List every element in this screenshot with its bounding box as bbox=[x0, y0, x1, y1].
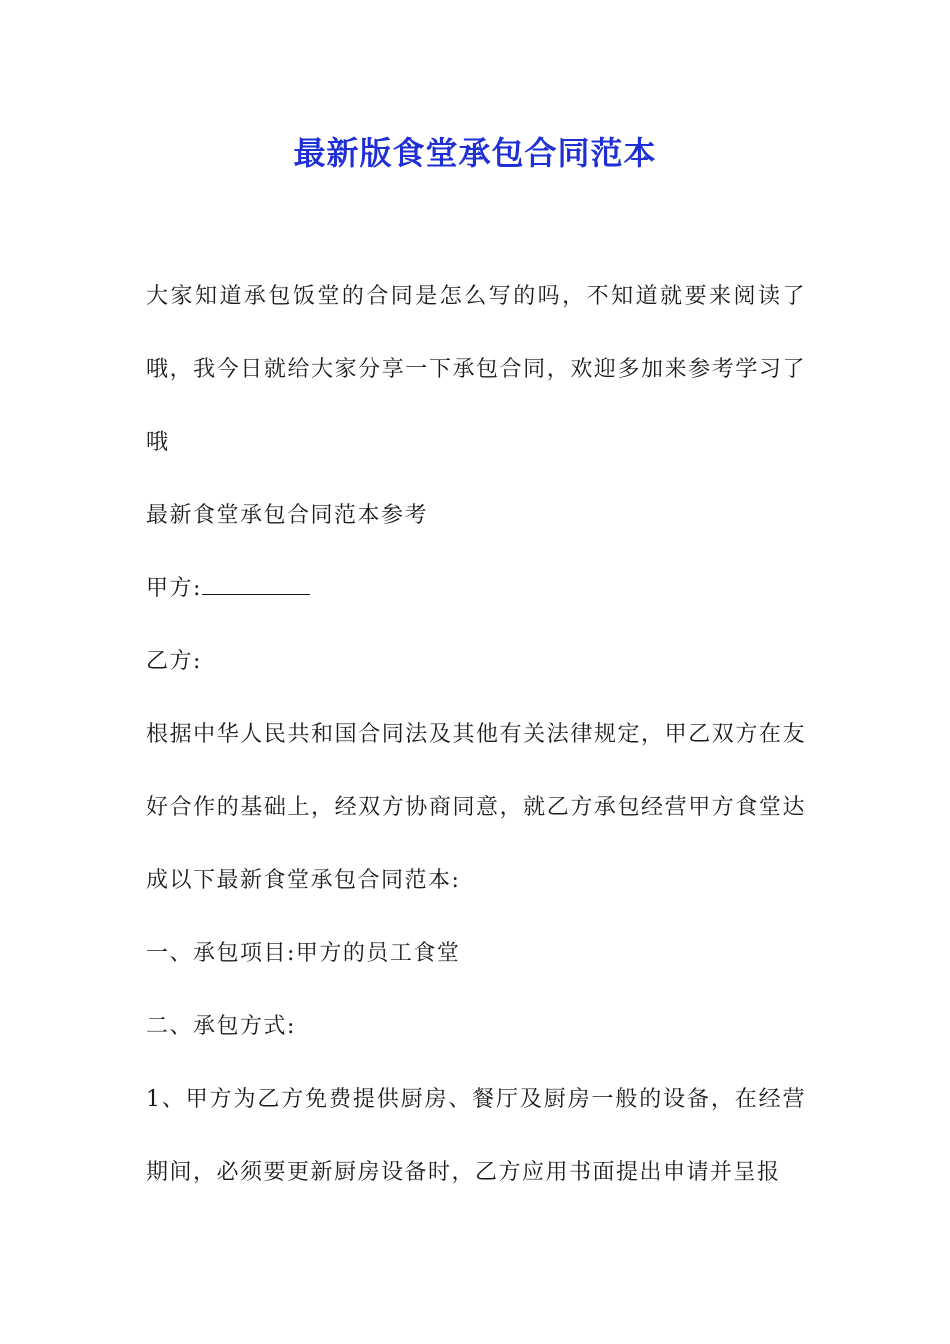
document-title: 最新版食堂承包合同范本 bbox=[293, 134, 657, 172]
document-body bbox=[146, 260, 806, 1209]
party-a-label: 甲方: bbox=[146, 576, 202, 601]
section-1-heading: 一、承包项目:甲方的员工食堂 bbox=[146, 941, 461, 966]
party-b-label: 乙方: bbox=[146, 649, 202, 674]
subtitle-line: 最新食堂承包合同范本参考 bbox=[146, 503, 429, 528]
item-1-paragraph: 1、甲方为乙方免费提供厨房、餐厅及厨房一般的设备，在经营期间，必须要更新厨房设备时，乙方应用书面提出申请并呈报 bbox=[146, 1087, 806, 1185]
party-a-blank bbox=[202, 566, 310, 595]
intro-paragraph: 大家知道承包饭堂的合同是怎么写的吗，不知道就要来阅读了哦，我今日就给大家分享一下承包合同，欢迎多加来参考学习了哦 bbox=[146, 284, 806, 455]
party-b-line bbox=[146, 625, 806, 698]
preamble-paragraph: 根据中华人民共和国合同法及其他有关法律规定，甲乙双方在友好合作的基础上，经双方协商同意，就乙方承包经营甲方食堂达成以下最新食堂承包合同范本: bbox=[146, 722, 806, 893]
party-a-line bbox=[146, 552, 806, 625]
section-2-heading: 二、承包方式: bbox=[146, 1014, 296, 1039]
